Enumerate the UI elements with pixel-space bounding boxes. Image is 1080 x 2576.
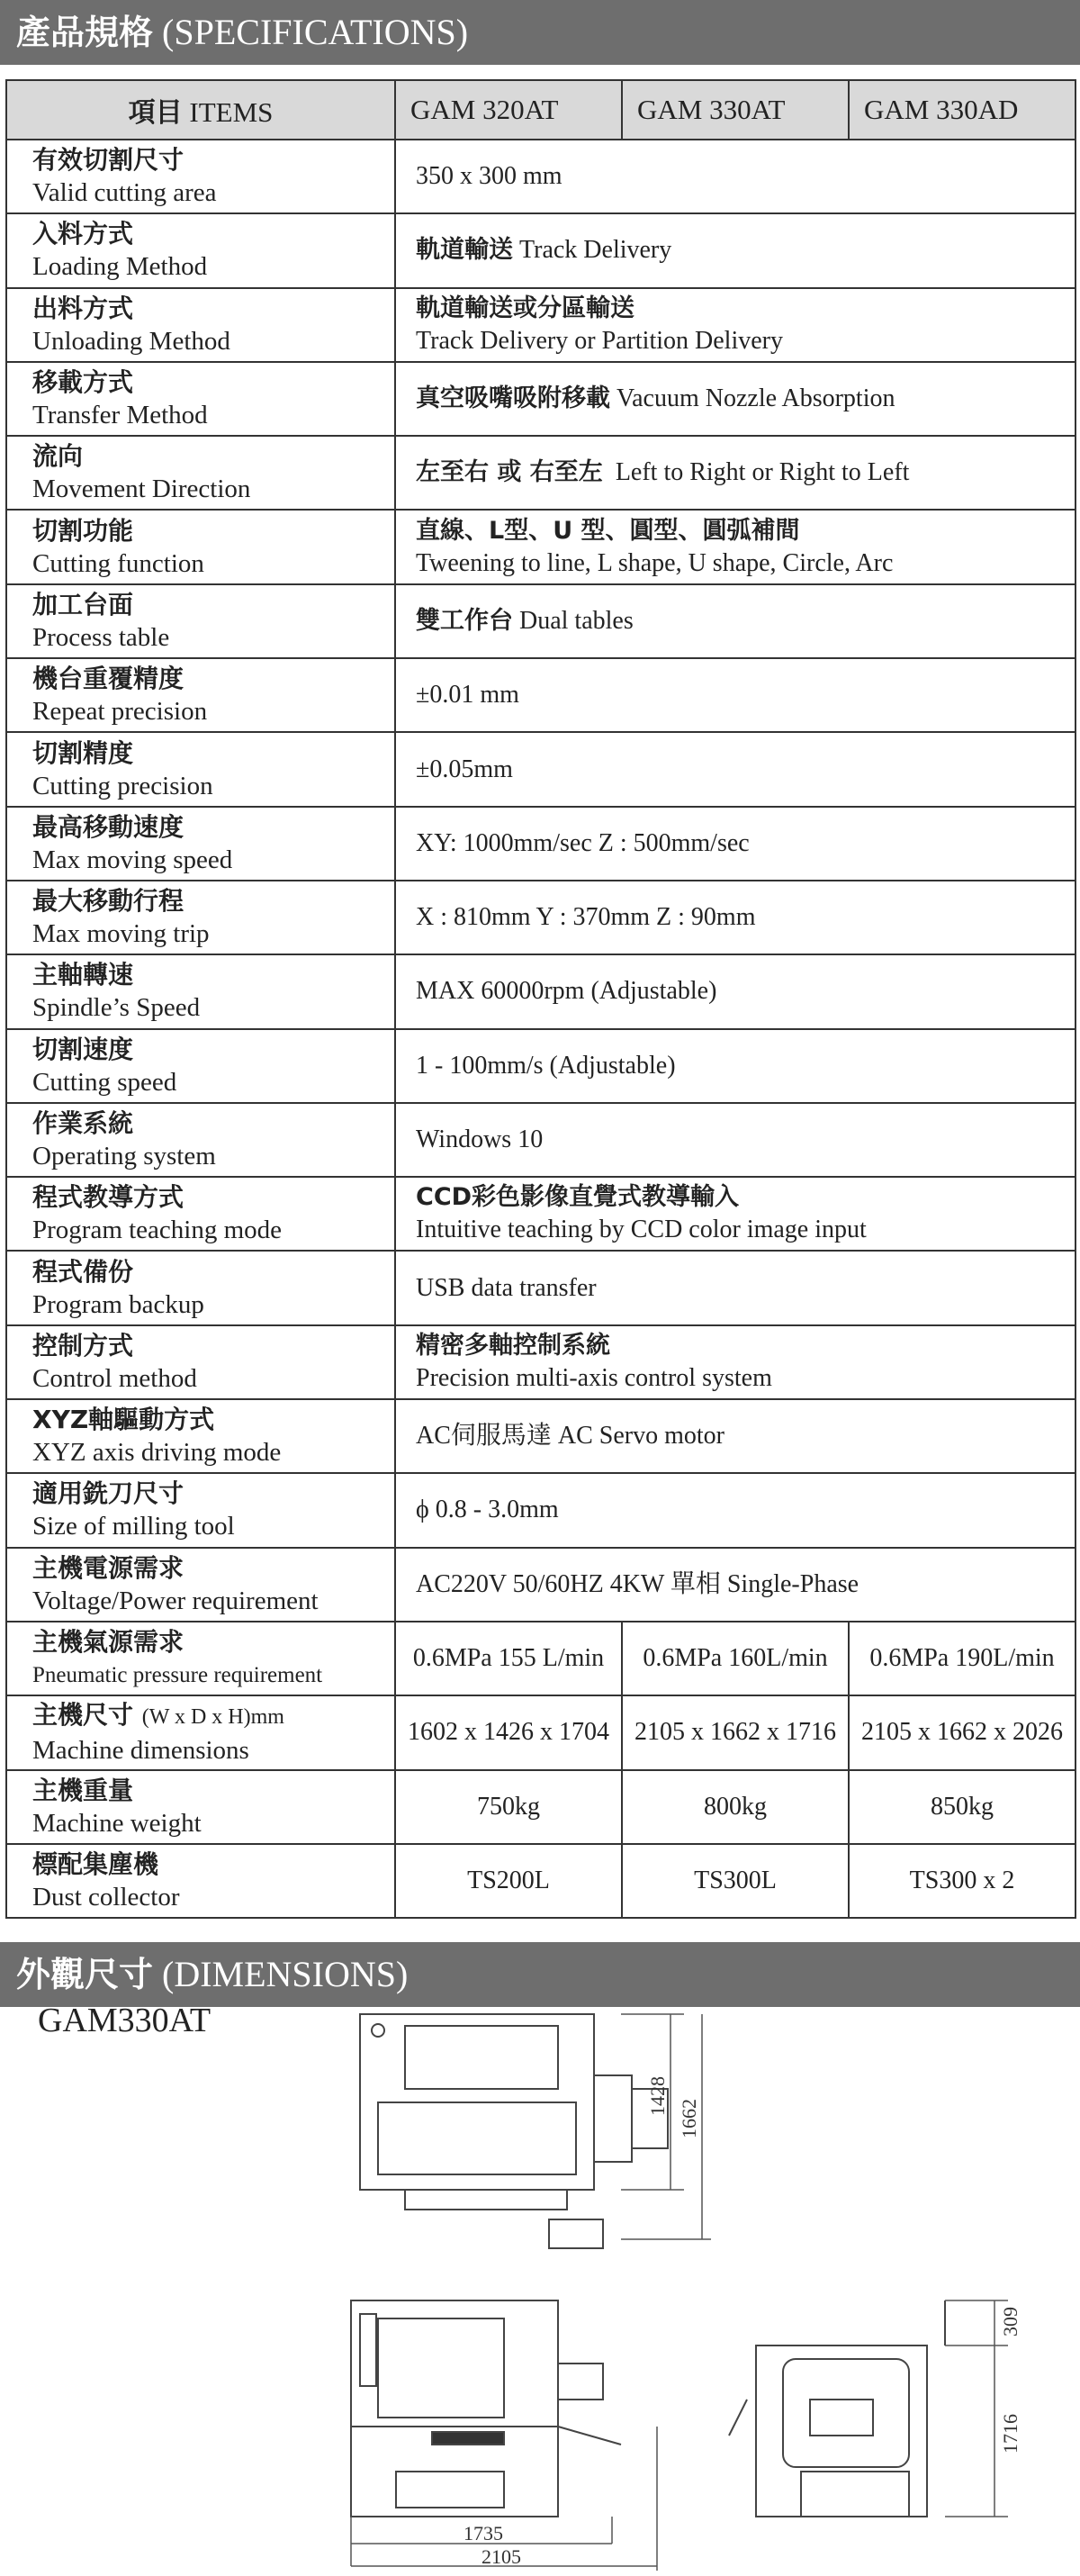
spec-heading-en: (SPECIFICATIONS)	[162, 12, 469, 52]
specifications-banner	[0, 0, 1080, 65]
item-label: 標配集塵機 Dust collector	[6, 1844, 395, 1918]
table-row	[6, 510, 1076, 583]
table-row	[6, 658, 1076, 732]
dimension-model-label: GAM330AT	[38, 2002, 212, 2039]
item-label: 適用銑刀尺寸 Size of milling tool	[6, 1473, 395, 1547]
model-value: 0.6MPa 160L/min	[622, 1622, 849, 1695]
machine-dimension-drawing	[324, 2003, 1062, 2571]
item-value: 軌道輸送或分區輸送 Track Delivery or Partition Delivery	[395, 288, 1076, 362]
item-value: XY: 1000mm/sec Z : 500mm/sec	[395, 807, 1076, 881]
item-label: 切割精度 Cutting precision	[6, 732, 395, 806]
dimensions-banner	[0, 1942, 1080, 2007]
table-row	[6, 732, 1076, 806]
items-header: 項目 ITEMS	[6, 80, 395, 140]
item-value: Windows 10	[395, 1103, 1076, 1177]
table-row	[6, 954, 1076, 1028]
item-label: XYZ軸驅動方式 XYZ axis driving mode	[6, 1399, 395, 1473]
item-label: 移載方式 Transfer Method	[6, 362, 395, 436]
model-value: 1602 x 1426 x 1704	[395, 1695, 622, 1769]
item-label: 出料方式 Unloading Method	[6, 288, 395, 362]
item-value: 左至右 或 右至左 Left to Right or Right to Left	[395, 436, 1076, 510]
model-value: TS300L	[622, 1844, 849, 1918]
table-row	[6, 288, 1076, 362]
table-row	[6, 1844, 1076, 1918]
item-value: 直線、L型、U 型、圓型、圓弧補間 Tweening to line, L shape, U shape, Circle, Arc	[395, 510, 1076, 583]
item-label: 主軸轉速 Spindle’s Speed	[6, 954, 395, 1028]
table-row	[6, 584, 1076, 658]
item-label: 最高移動速度 Max moving speed	[6, 807, 395, 881]
model-value: 0.6MPa 190L/min	[849, 1622, 1076, 1695]
item-value: 1 - 100mm/s (Adjustable)	[395, 1029, 1076, 1103]
table-row	[6, 1251, 1076, 1324]
item-label: 主機重量 Machine weight	[6, 1770, 395, 1844]
item-value: 雙工作台 Dual tables	[395, 584, 1076, 658]
model-value: TS300 x 2	[849, 1844, 1076, 1918]
spec-heading-zh: 產品規格	[16, 13, 154, 52]
specifications-table	[5, 79, 1076, 1919]
side-view	[729, 2300, 945, 2517]
model-value: 2105 x 1662 x 2026	[849, 1695, 1076, 1769]
item-value: ϕ 0.8 - 3.0mm	[395, 1473, 1076, 1547]
item-value: 350 x 300 mm	[395, 140, 1076, 213]
item-label: 切割功能 Cutting function	[6, 510, 395, 583]
item-label: 加工台面 Process table	[6, 584, 395, 658]
item-value: AC220V 50/60HZ 4KW 單相 Single-Phase	[395, 1548, 1076, 1622]
depth-top-label: 1428	[646, 2076, 669, 2116]
top-view	[360, 2014, 668, 2248]
depth-total-label: 1662	[678, 2099, 700, 2138]
item-label: 主機尺寸 (W x D x H)mm Machine dimensions	[6, 1695, 395, 1769]
table-row	[6, 1177, 1076, 1251]
dim-heading-en: (DIMENSIONS)	[162, 1954, 409, 1994]
item-label: 主機氣源需求 Pneumatic pressure requirement	[6, 1622, 395, 1695]
item-label: 流向 Movement Direction	[6, 436, 395, 510]
table-row	[6, 1473, 1076, 1547]
item-label: 切割速度 Cutting speed	[6, 1029, 395, 1103]
table-header-row	[6, 80, 1076, 140]
width-body-label: 1735	[464, 2522, 503, 2544]
top-offset-label: 309	[999, 2307, 1022, 2336]
table-row	[6, 1399, 1076, 1473]
item-value: 真空吸嘴吸附移載 Vacuum Nozzle Absorption	[395, 362, 1076, 436]
item-label: 最大移動行程 Max moving trip	[6, 881, 395, 954]
table-row	[6, 362, 1076, 436]
model-header: GAM 330AT	[622, 80, 849, 140]
model-value: 800kg	[622, 1770, 849, 1844]
item-value: ±0.05mm	[395, 732, 1076, 806]
item-value: CCD彩色影像直覺式教導輸入 Intuitive teaching by CCD color image input	[395, 1177, 1076, 1251]
item-label: 主機電源需求 Voltage/Power requirement	[6, 1548, 395, 1622]
item-value: 軌道輸送 Track Delivery	[395, 213, 1076, 287]
table-row	[6, 1622, 1076, 1695]
item-value: AC伺服馬達 AC Servo motor	[395, 1399, 1076, 1473]
table-row	[6, 807, 1076, 881]
model-value: 850kg	[849, 1770, 1076, 1844]
model-value: TS200L	[395, 1844, 622, 1918]
table-row	[6, 213, 1076, 287]
width-total-label: 2105	[482, 2545, 521, 2568]
model-header: GAM 320AT	[395, 80, 622, 140]
item-value: X : 810mm Y : 370mm Z : 90mm	[395, 881, 1076, 954]
table-row	[6, 1770, 1076, 1844]
table-row	[6, 881, 1076, 954]
item-label: 入料方式 Loading Method	[6, 213, 395, 287]
item-value: MAX 60000rpm (Adjustable)	[395, 954, 1076, 1028]
item-label: 程式備份 Program backup	[6, 1251, 395, 1324]
item-value: 精密多軸控制系統 Precision multi-axis control system	[395, 1325, 1076, 1399]
model-value: 2105 x 1662 x 1716	[622, 1695, 849, 1769]
table-row	[6, 1325, 1076, 1399]
table-row	[6, 1103, 1076, 1177]
item-label: 程式教導方式 Program teaching mode	[6, 1177, 395, 1251]
item-value: USB data transfer	[395, 1251, 1076, 1324]
item-label: 有效切割尺寸 Valid cutting area	[6, 140, 395, 213]
item-label: 控制方式 Control method	[6, 1325, 395, 1399]
table-row	[6, 140, 1076, 213]
model-value: 0.6MPa 155 L/min	[395, 1622, 622, 1695]
item-value: ±0.01 mm	[395, 658, 1076, 732]
table-row	[6, 1029, 1076, 1103]
front-view	[351, 2300, 621, 2517]
model-header: GAM 330AD	[849, 80, 1076, 140]
dim-heading-zh: 外觀尺寸	[16, 1955, 154, 1994]
table-row	[6, 1548, 1076, 1622]
table-row	[6, 436, 1076, 510]
height-label: 1716	[999, 2414, 1022, 2454]
item-label: 機台重覆精度 Repeat precision	[6, 658, 395, 732]
item-label: 作業系統 Operating system	[6, 1103, 395, 1177]
table-row	[6, 1695, 1076, 1769]
model-value: 750kg	[395, 1770, 622, 1844]
